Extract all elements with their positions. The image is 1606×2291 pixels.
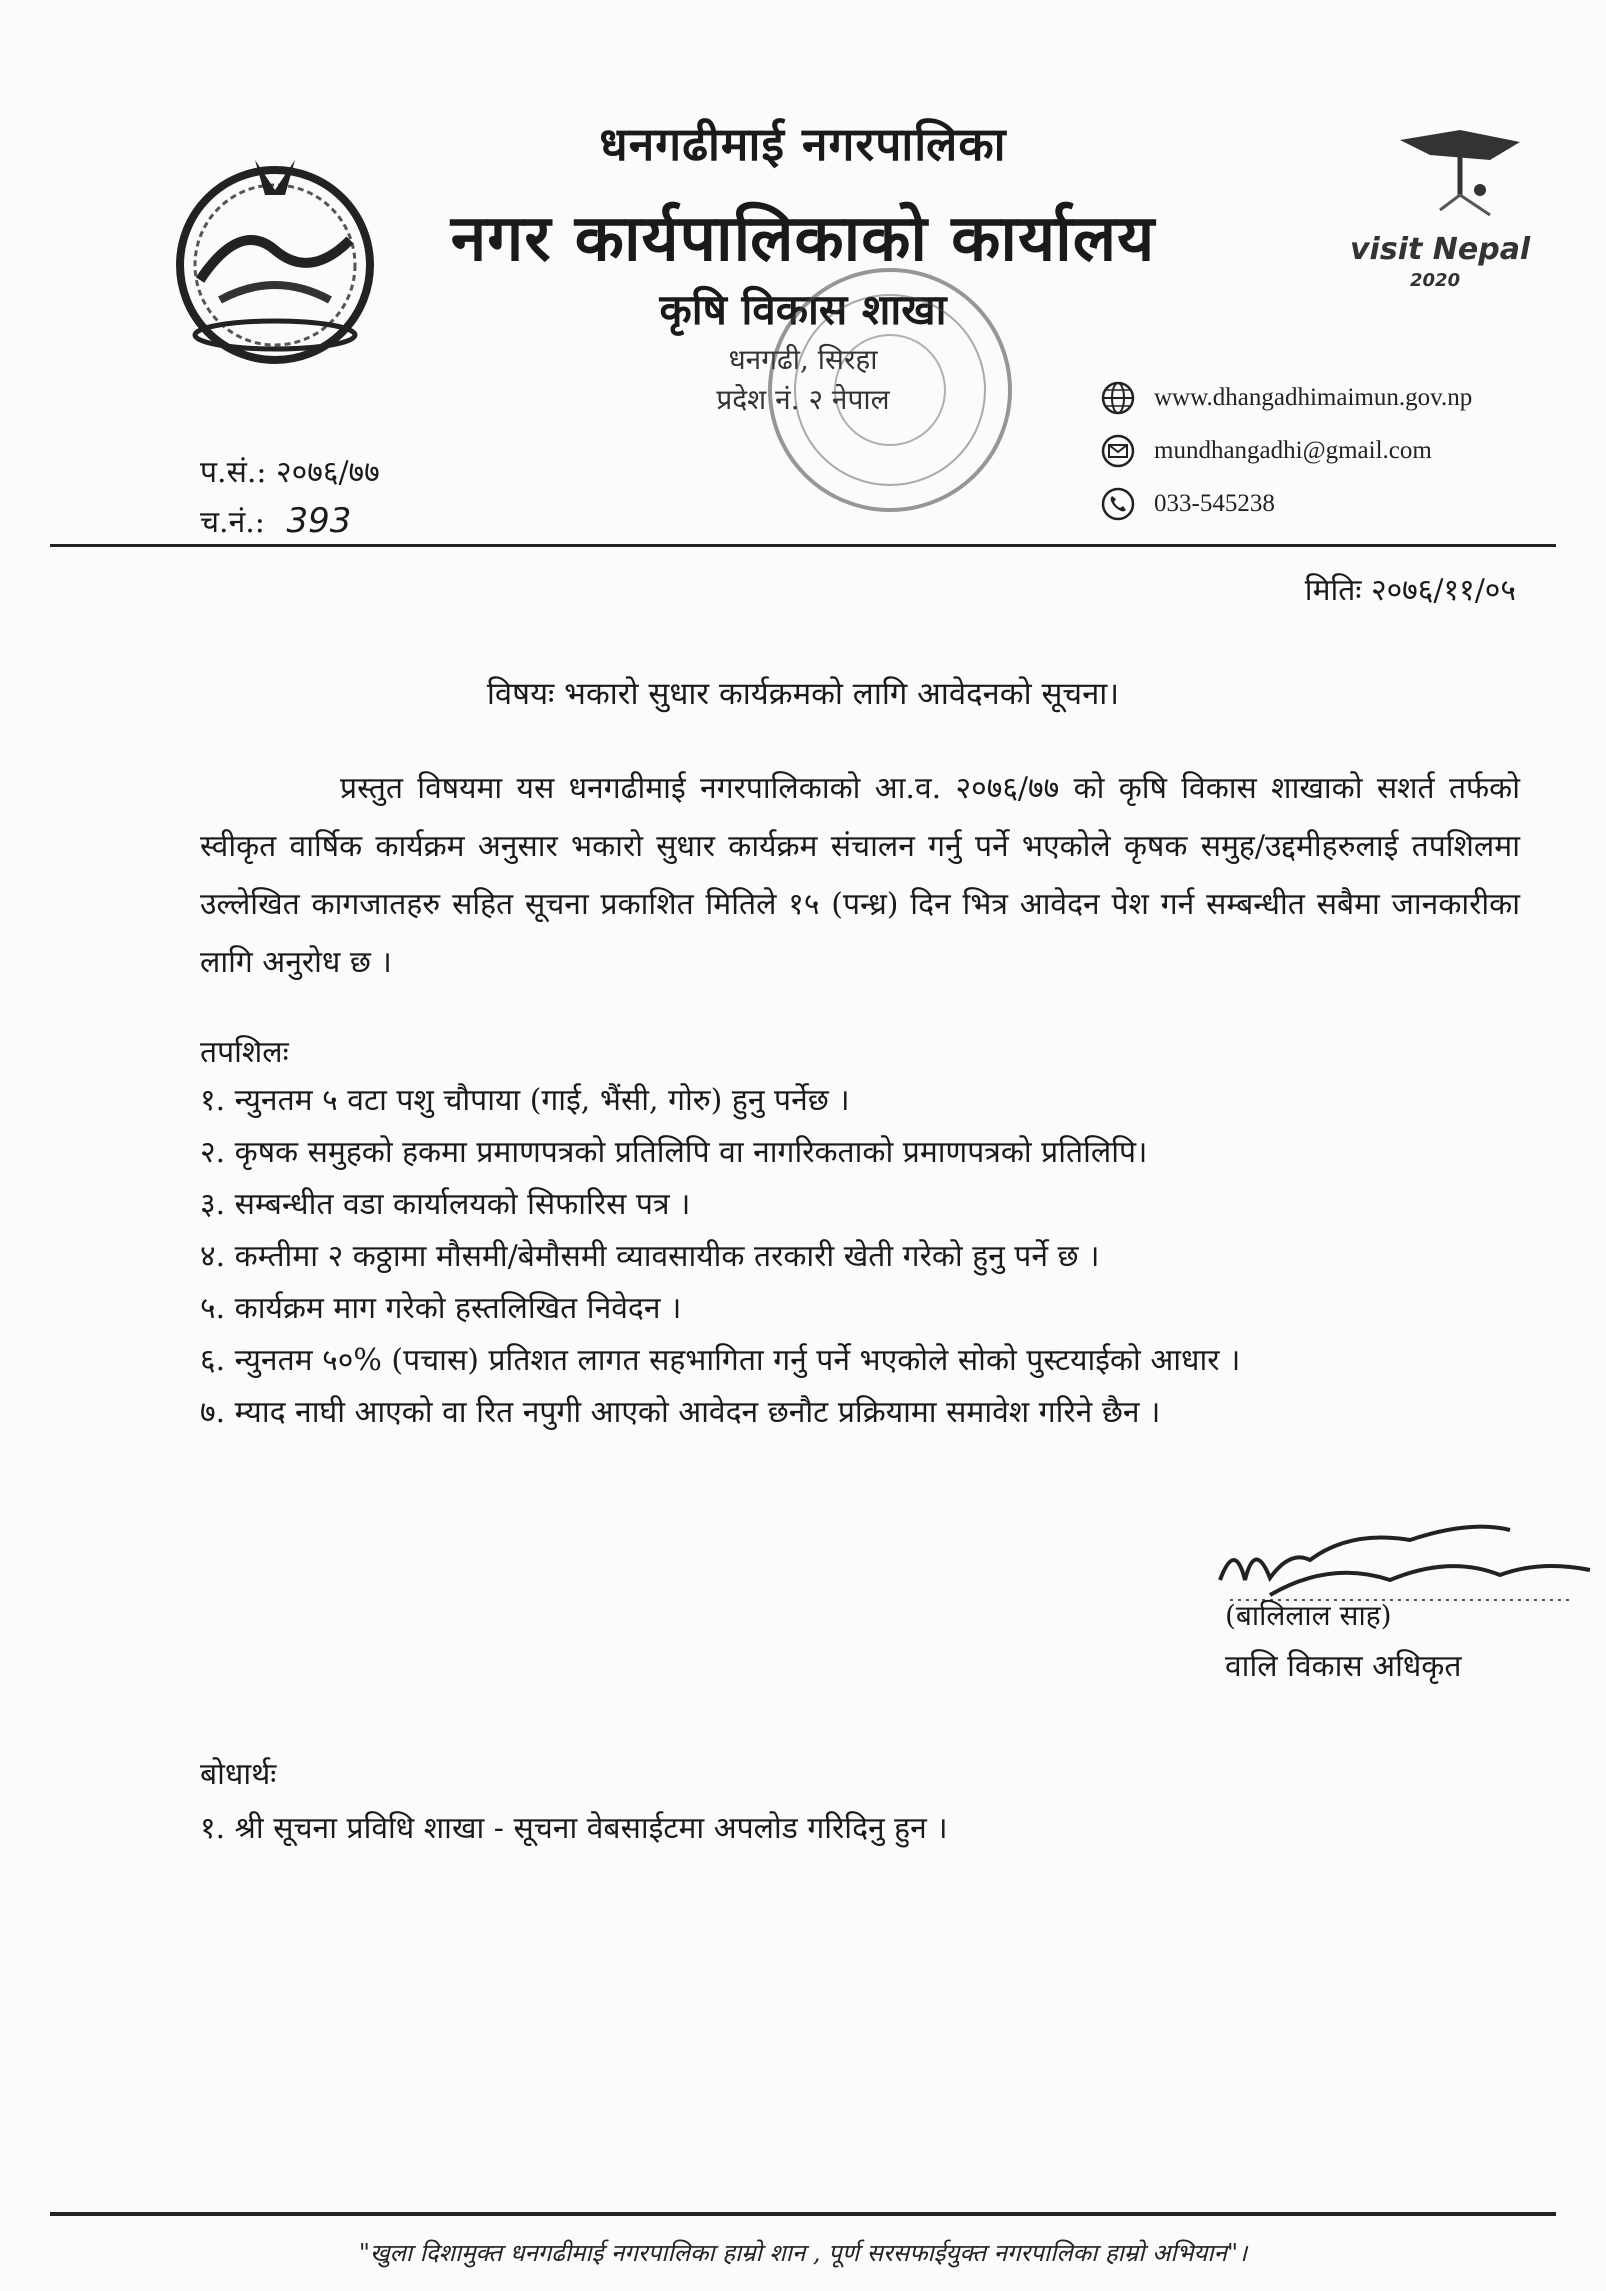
mail-icon [1100, 433, 1136, 469]
date-label: मितिः [1304, 573, 1362, 608]
list-item: ५. कार्यक्रम माग गरेको हस्तलिखित निवेदन । [200, 1291, 682, 1326]
ref-number [200, 450, 380, 491]
visit-nepal-year: 2020 [1410, 270, 1461, 291]
date-line [1305, 568, 1516, 609]
office-name: नगर कार्यपालिकाको कार्यालय [450, 201, 1156, 276]
date-value: २०७६/११/०५ [1370, 573, 1516, 608]
requirements-list [200, 1075, 1520, 1439]
list-item: १. न्युनतम ५ वटा पशु चौपाया (गाई, भैंसी, गोरु) हुनु पर्नेछ । [200, 1083, 850, 1118]
email-text[interactable]: mundhangadhi@gmail.com [1154, 437, 1432, 464]
office-stamp-icon [740, 240, 1040, 540]
ref-number-value: २०७६/७७ [276, 455, 380, 490]
website-text[interactable]: www.dhangadhimaimun.gov.np [1154, 384, 1473, 411]
dispatch-number [200, 500, 351, 541]
ref-number-label: प.सं.: [200, 455, 267, 490]
list-item: ३. सम्बन्धीत वडा कार्यालयको सिफारिस पत्र । [200, 1187, 691, 1222]
requirements-heading: तपशिलः [200, 1035, 289, 1070]
dispatch-number-value: 393 [286, 501, 352, 541]
cc-item: १. श्री सूचना प्रविधि शाखा - सूचना वेबसाईटमा अपलोड गरिदिनु हुन । [200, 1811, 948, 1846]
address-line-1: धनगढी, सिरहा [728, 343, 878, 376]
list-item: ४. कम्तीमा २ कठ्ठामा मौसमी/बेमौसमी व्यावसायीक तरकारी खेती गरेको हुनु पर्ने छ । [200, 1239, 1100, 1274]
branch-name: कृषि विकास शाखा [659, 285, 947, 334]
list-item: ६. न्युनतम ५०% (पचास) प्रतिशत लागत सहभागिता गर्नु पर्ने भएकोले सोको पुस्टयाईको आधार । [200, 1343, 1241, 1378]
phone-icon [1100, 486, 1136, 522]
footer-slogan: "खुला दिशामुक्त धनगढीमाई नगरपालिका हाम्रो शान , पूर्ण सरसफाईयुक्त नगरपालिका हाम्रो अभियान"। [358, 2239, 1248, 2267]
body-paragraph: प्रस्तुत विषयमा यस धनगढीमाई नगरपालिकाको आ.व. २०७६/७७ को कृषि विकास शाखाको सशर्त तर्फको स्वीकृत वार्षिक कार्यक्रम अनुसार भकारो सुधार कार्यक्रम संचालन गर्नु पर्ने भएकोले कृषक समुह/उद्दमीहरुलाई तपशिलमा उल्लेखित कागजातहरु सहित सूचना प्रकाशित मितिले १५ (पन्ध्र) दिन भित्र आवेदन पेश गर्न सम्बन्धीत सबैमा जानकारीका लागि अनुरोध छ । [200, 771, 1520, 980]
cc-heading: बोधार्थः [200, 1757, 277, 1792]
signatory-title: वालि विकास अधिकृत [1225, 1649, 1462, 1684]
contact-phone [1100, 486, 1275, 522]
contact-website [1100, 380, 1472, 416]
signatory-name: (बालिलाल साह) [1225, 1599, 1392, 1632]
list-item: ७. म्याद नाघी आएको वा रित नपुगी आएको आवेदन छनौट प्रक्रियामा समावेश गरिने छैन । [200, 1395, 1161, 1430]
subject-line: विषयः भकारो सुधार कार्यक्रमको लागि आवेदनको सूचना। [486, 676, 1120, 712]
address-line-2: प्रदेश नं. २ नेपाल [716, 383, 890, 416]
org-name: धनगढीमाई नगरपालिका [599, 117, 1007, 171]
phone-text[interactable]: 033-545238 [1154, 490, 1275, 517]
visit-nepal-text: visit Nepal [1350, 232, 1531, 267]
dispatch-number-label: च.नं.: [200, 505, 265, 540]
list-item: २. कृषक समुहको हकमा प्रमाणपत्रको प्रतिलिपि वा नागरिकताको प्रमाणपत्रको प्रतिलिपि। [200, 1135, 1148, 1170]
contact-email [1100, 433, 1432, 469]
footer-divider [50, 2212, 1556, 2216]
globe-icon [1100, 380, 1136, 416]
header-divider [50, 544, 1556, 547]
